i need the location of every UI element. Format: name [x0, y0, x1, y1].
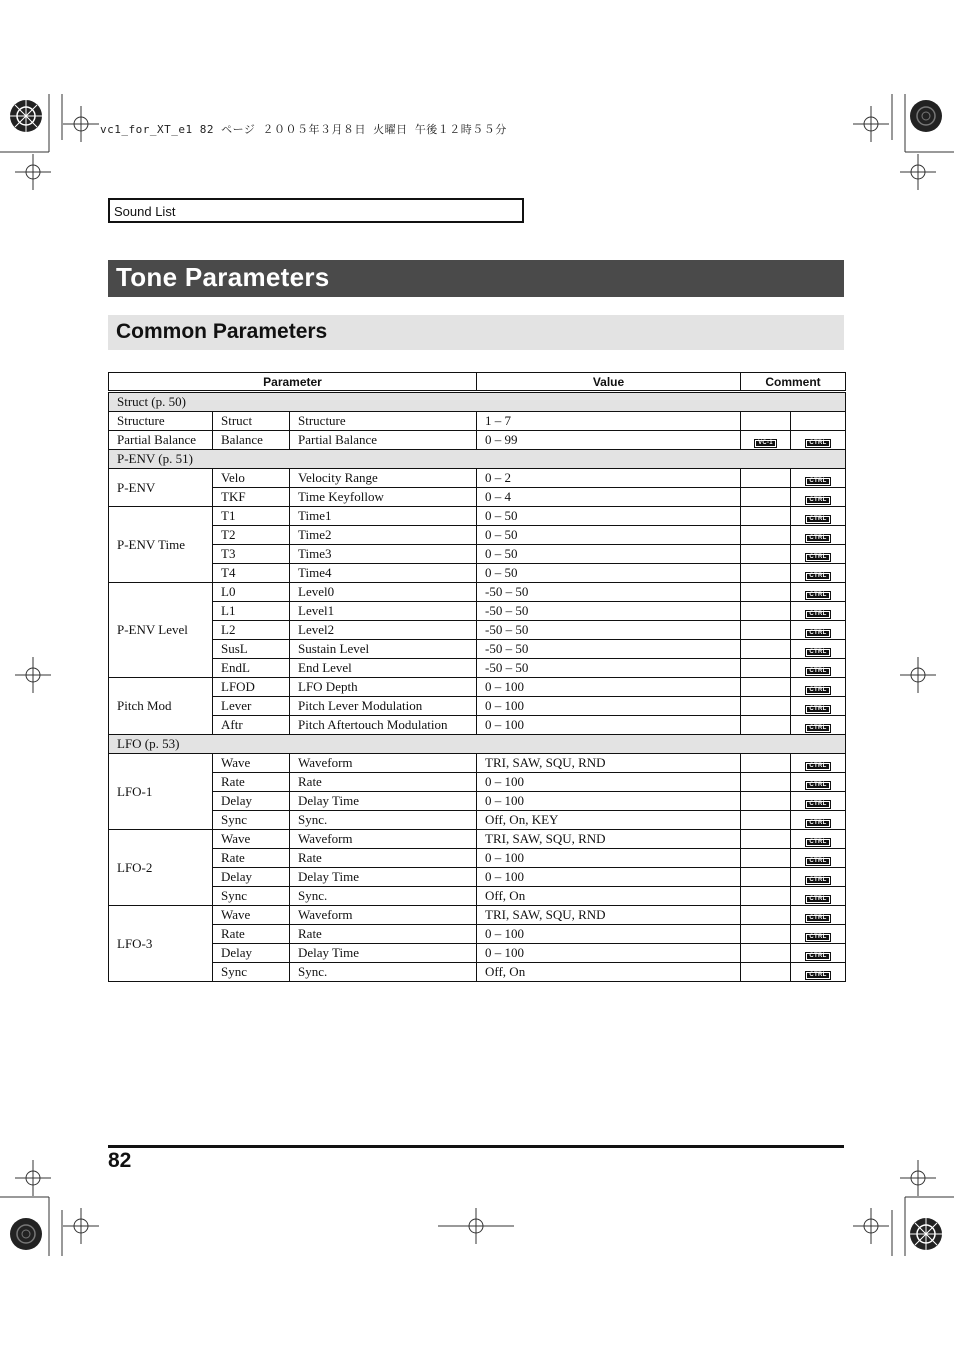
table-row	[109, 754, 846, 773]
section-name: LFO-3	[109, 906, 213, 982]
ctrl-badge-icon: CTRL	[805, 534, 830, 543]
table-row	[109, 412, 846, 431]
param-abbr: T2	[213, 526, 290, 545]
section-name: Structure	[109, 412, 213, 431]
ctrl-cell	[791, 678, 846, 697]
vc1-cell	[741, 754, 791, 773]
vc1-cell	[741, 469, 791, 488]
ctrl-cell	[791, 887, 846, 906]
table-row	[109, 963, 846, 982]
param-abbr: L1	[213, 602, 290, 621]
ctrl-cell	[791, 849, 846, 868]
ctrl-badge-icon: CTRL	[805, 857, 830, 866]
title-bar	[108, 260, 844, 297]
param-full-name: Rate	[290, 773, 477, 792]
param-full-name: Delay Time	[290, 944, 477, 963]
ctrl-cell	[791, 412, 846, 431]
vc1-cell	[741, 849, 791, 868]
group-label: P-ENV (p. 51)	[109, 450, 846, 469]
param-full-name: Level2	[290, 621, 477, 640]
ctrl-cell	[791, 564, 846, 583]
group-row	[109, 450, 846, 469]
table-row	[109, 678, 846, 697]
table-row	[109, 659, 846, 678]
section-name: P-ENV Time	[109, 507, 213, 583]
vc1-cell	[741, 944, 791, 963]
ctrl-cell	[791, 830, 846, 849]
param-value: 0 – 100	[477, 716, 741, 735]
ctrl-badge-icon: CTRL	[805, 914, 830, 923]
ctrl-cell	[791, 716, 846, 735]
ctrl-cell	[791, 659, 846, 678]
param-full-name: Level1	[290, 602, 477, 621]
table-row	[109, 564, 846, 583]
ctrl-cell	[791, 507, 846, 526]
param-value: 0 – 50	[477, 564, 741, 583]
ctrl-badge-icon: CTRL	[805, 477, 830, 486]
ctrl-cell	[791, 944, 846, 963]
header-comment: Comment	[741, 373, 846, 392]
ctrl-cell	[791, 697, 846, 716]
param-value: 0 – 100	[477, 944, 741, 963]
vc1-cell	[741, 602, 791, 621]
param-full-name: Sync.	[290, 887, 477, 906]
param-full-name: Time4	[290, 564, 477, 583]
param-value: TRI, SAW, SQU, RND	[477, 754, 741, 773]
param-abbr: Sync	[213, 887, 290, 906]
vc1-cell	[741, 526, 791, 545]
table-row	[109, 621, 846, 640]
param-value: -50 – 50	[477, 583, 741, 602]
vc1-cell	[741, 488, 791, 507]
table-row	[109, 640, 846, 659]
ctrl-badge-icon: CTRL	[805, 952, 830, 961]
param-full-name: Structure	[290, 412, 477, 431]
vc1-cell	[741, 811, 791, 830]
table-row	[109, 488, 846, 507]
section-tab-label: Sound List	[114, 204, 176, 219]
ctrl-badge-icon: CTRL	[805, 762, 830, 771]
ctrl-badge-icon: CTRL	[805, 496, 830, 505]
param-full-name: Pitch Aftertouch Modulation	[290, 716, 477, 735]
param-full-name: End Level	[290, 659, 477, 678]
vc1-cell	[741, 507, 791, 526]
param-abbr: Struct	[213, 412, 290, 431]
table-row	[109, 906, 846, 925]
table-row	[109, 944, 846, 963]
ctrl-badge-icon: CTRL	[805, 591, 830, 600]
vc1-cell	[741, 678, 791, 697]
param-value: -50 – 50	[477, 621, 741, 640]
vc1-cell	[741, 868, 791, 887]
param-full-name: Time3	[290, 545, 477, 564]
parameter-table	[108, 372, 846, 982]
param-full-name: Waveform	[290, 906, 477, 925]
param-abbr: Wave	[213, 906, 290, 925]
ctrl-badge-icon: CTRL	[805, 876, 830, 885]
param-full-name: Velocity Range	[290, 469, 477, 488]
param-value: 0 – 100	[477, 925, 741, 944]
group-label: Struct (p. 50)	[109, 392, 846, 412]
table-row	[109, 868, 846, 887]
table-row	[109, 849, 846, 868]
ctrl-badge-icon: CTRL	[805, 629, 830, 638]
param-full-name: Level0	[290, 583, 477, 602]
ctrl-badge-icon: CTRL	[805, 515, 830, 524]
vc1-cell	[741, 716, 791, 735]
subtitle-bar	[108, 315, 844, 350]
group-row	[109, 392, 846, 412]
param-value: 0 – 50	[477, 526, 741, 545]
table-body	[109, 392, 846, 982]
param-abbr: L0	[213, 583, 290, 602]
ctrl-cell	[791, 868, 846, 887]
table-row	[109, 830, 846, 849]
vc1-cell	[741, 583, 791, 602]
param-value: 0 – 100	[477, 697, 741, 716]
param-value: 0 – 2	[477, 469, 741, 488]
section-name: P-ENV	[109, 469, 213, 507]
vc1-cell	[741, 659, 791, 678]
param-full-name: Partial Balance	[290, 431, 477, 450]
table-row	[109, 792, 846, 811]
ctrl-cell	[791, 545, 846, 564]
param-value: Off, On	[477, 887, 741, 906]
param-value: -50 – 50	[477, 640, 741, 659]
header-parameter: Parameter	[109, 373, 477, 392]
param-full-name: Sync.	[290, 963, 477, 982]
param-full-name: Rate	[290, 925, 477, 944]
param-abbr: Rate	[213, 849, 290, 868]
param-value: 0 – 4	[477, 488, 741, 507]
param-full-name: Time Keyfollow	[290, 488, 477, 507]
param-abbr: Rate	[213, 925, 290, 944]
param-abbr: Delay	[213, 868, 290, 887]
ctrl-badge-icon: CTRL	[805, 724, 830, 733]
vc1-cell	[741, 792, 791, 811]
table-header-row	[109, 373, 846, 392]
table-row	[109, 773, 846, 792]
section-name: LFO-1	[109, 754, 213, 830]
table-row	[109, 811, 846, 830]
group-label: LFO (p. 53)	[109, 735, 846, 754]
param-value: TRI, SAW, SQU, RND	[477, 830, 741, 849]
vc1-cell	[741, 431, 791, 450]
vc1-cell	[741, 697, 791, 716]
ctrl-cell	[791, 792, 846, 811]
param-full-name: Waveform	[290, 754, 477, 773]
vc1-cell	[741, 412, 791, 431]
ctrl-cell	[791, 640, 846, 659]
param-abbr: L2	[213, 621, 290, 640]
ctrl-cell	[791, 773, 846, 792]
param-abbr: EndL	[213, 659, 290, 678]
ctrl-badge-icon: CTRL	[805, 667, 830, 676]
vc1-cell	[741, 887, 791, 906]
param-abbr: Balance	[213, 431, 290, 450]
param-abbr: Delay	[213, 944, 290, 963]
param-full-name: Waveform	[290, 830, 477, 849]
page-title: Tone Parameters	[116, 262, 330, 292]
param-abbr: Velo	[213, 469, 290, 488]
table-row	[109, 507, 846, 526]
param-full-name: Delay Time	[290, 792, 477, 811]
param-value: 0 – 50	[477, 507, 741, 526]
param-abbr: Wave	[213, 830, 290, 849]
ctrl-badge-icon: CTRL	[805, 439, 830, 448]
ctrl-cell	[791, 754, 846, 773]
vc1-cell	[741, 564, 791, 583]
param-abbr: SusL	[213, 640, 290, 659]
param-abbr: T4	[213, 564, 290, 583]
param-full-name: Sustain Level	[290, 640, 477, 659]
param-abbr: Sync	[213, 963, 290, 982]
param-full-name: Rate	[290, 849, 477, 868]
ctrl-badge-icon: CTRL	[805, 800, 830, 809]
ctrl-cell	[791, 583, 846, 602]
table-row	[109, 716, 846, 735]
param-full-name: Sync.	[290, 811, 477, 830]
param-value: TRI, SAW, SQU, RND	[477, 906, 741, 925]
vc1-cell	[741, 925, 791, 944]
ctrl-badge-icon: CTRL	[805, 819, 830, 828]
ctrl-cell	[791, 526, 846, 545]
ctrl-badge-icon: CTRL	[805, 648, 830, 657]
ctrl-cell	[791, 469, 846, 488]
table-row	[109, 602, 846, 621]
ctrl-cell	[791, 621, 846, 640]
ctrl-badge-icon: CTRL	[805, 610, 830, 619]
param-abbr: Lever	[213, 697, 290, 716]
param-value: Off, On, KEY	[477, 811, 741, 830]
ctrl-cell	[791, 811, 846, 830]
ctrl-cell	[791, 488, 846, 507]
param-abbr: LFOD	[213, 678, 290, 697]
ctrl-badge-icon: CTRL	[805, 781, 830, 790]
ctrl-badge-icon: CTRL	[805, 553, 830, 562]
param-abbr: T3	[213, 545, 290, 564]
param-full-name: Time1	[290, 507, 477, 526]
param-full-name: Time2	[290, 526, 477, 545]
ctrl-badge-icon: CTRL	[805, 705, 830, 714]
param-abbr: Sync	[213, 811, 290, 830]
table-row	[109, 545, 846, 564]
section-name: Partial Balance	[109, 431, 213, 450]
table-row	[109, 697, 846, 716]
print-slug: vc1_for_XT_e1 82 ページ ２００５年３月８日 火曜日 午後１２時５５分	[100, 123, 507, 136]
ctrl-cell	[791, 602, 846, 621]
section-tab	[108, 198, 524, 223]
ctrl-cell	[791, 906, 846, 925]
param-value: -50 – 50	[477, 659, 741, 678]
param-value: 0 – 100	[477, 773, 741, 792]
header-value: Value	[477, 373, 741, 392]
vc1-cell	[741, 963, 791, 982]
vc1-badge-icon: VC-1	[754, 439, 777, 448]
table-row	[109, 887, 846, 906]
param-value: 1 – 7	[477, 412, 741, 431]
param-abbr: Delay	[213, 792, 290, 811]
param-abbr: Rate	[213, 773, 290, 792]
vc1-cell	[741, 545, 791, 564]
section-name: Pitch Mod	[109, 678, 213, 735]
table-row	[109, 526, 846, 545]
param-abbr: Aftr	[213, 716, 290, 735]
param-abbr: Wave	[213, 754, 290, 773]
param-full-name: Pitch Lever Modulation	[290, 697, 477, 716]
ctrl-badge-icon: CTRL	[805, 933, 830, 942]
section-name: P-ENV Level	[109, 583, 213, 678]
vc1-cell	[741, 830, 791, 849]
page-number: 82	[108, 1149, 132, 1172]
param-value: 0 – 100	[477, 849, 741, 868]
ctrl-badge-icon: CTRL	[805, 686, 830, 695]
param-value: 0 – 99	[477, 431, 741, 450]
param-value: -50 – 50	[477, 602, 741, 621]
param-value: 0 – 100	[477, 792, 741, 811]
ctrl-badge-icon: CTRL	[805, 838, 830, 847]
param-abbr: T1	[213, 507, 290, 526]
param-full-name: LFO Depth	[290, 678, 477, 697]
section-name: LFO-2	[109, 830, 213, 906]
section-heading: Common Parameters	[116, 320, 328, 343]
ctrl-badge-icon: CTRL	[805, 572, 830, 581]
param-value: 0 – 100	[477, 868, 741, 887]
ctrl-cell	[791, 431, 846, 450]
table-row	[109, 925, 846, 944]
footer-rule	[108, 1145, 844, 1148]
param-abbr: TKF	[213, 488, 290, 507]
group-row	[109, 735, 846, 754]
vc1-cell	[741, 773, 791, 792]
ctrl-cell	[791, 963, 846, 982]
param-value: 0 – 50	[477, 545, 741, 564]
table-row	[109, 583, 846, 602]
table-row	[109, 469, 846, 488]
vc1-cell	[741, 621, 791, 640]
param-value: Off, On	[477, 963, 741, 982]
param-value: 0 – 100	[477, 678, 741, 697]
vc1-cell	[741, 640, 791, 659]
ctrl-cell	[791, 925, 846, 944]
ctrl-badge-icon: CTRL	[805, 895, 830, 904]
table-row	[109, 431, 846, 450]
vc1-cell	[741, 906, 791, 925]
ctrl-badge-icon: CTRL	[805, 971, 830, 980]
param-full-name: Delay Time	[290, 868, 477, 887]
